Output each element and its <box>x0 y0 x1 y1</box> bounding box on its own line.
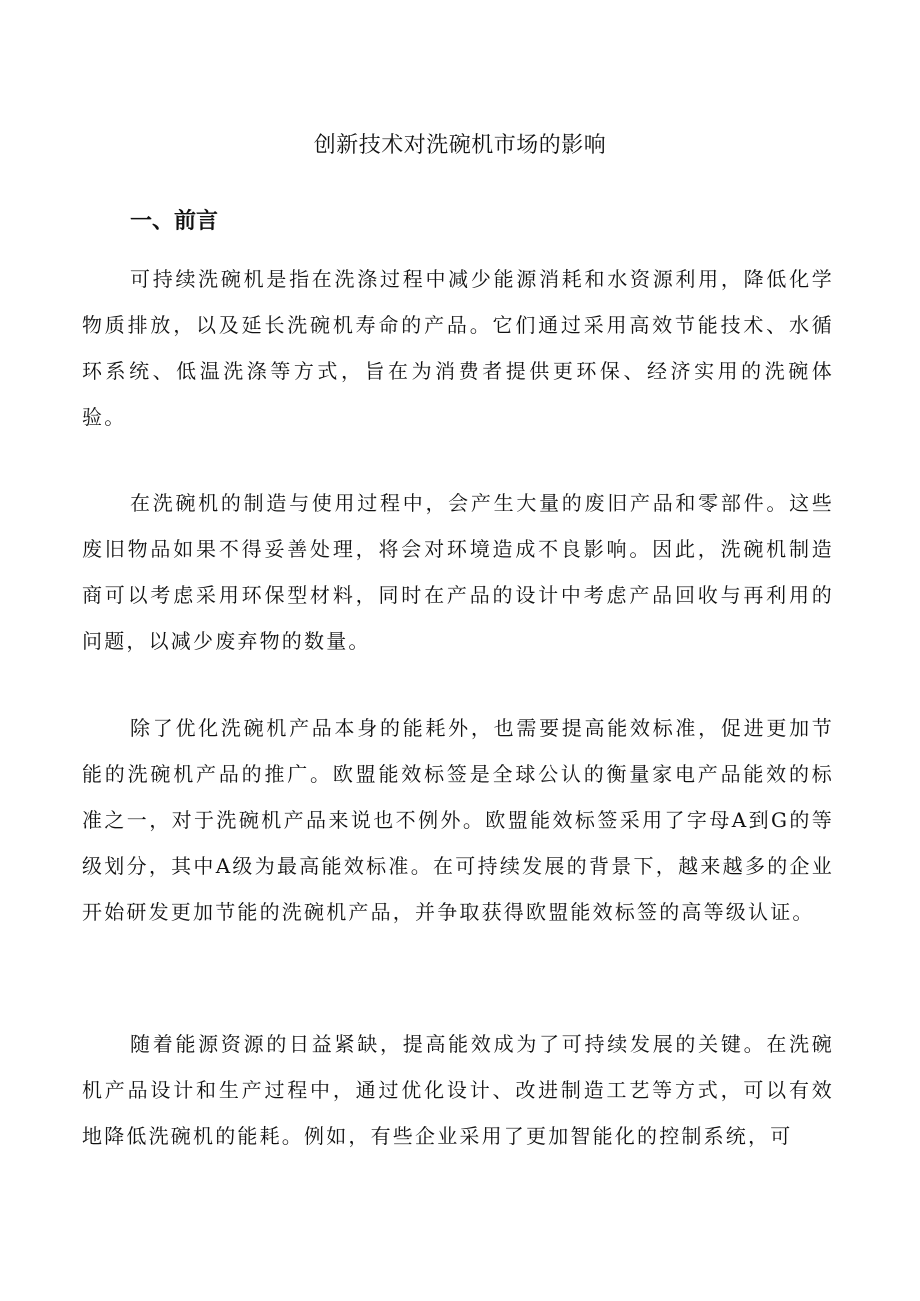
document-title: 创新技术对洗碗机市场的影响 <box>313 133 607 158</box>
paragraph: 在洗碗机的制造与使用过程中，会产生大量的废旧产品和零部件。这些废旧物品如果不得妥善处理，将会对环境造成不良影响。因此，洗碗机制造商可以考虑采用环保型材料，同时在产品的设计中考虑产品回收与再利用的问题，以减少废弃物的数量。 <box>82 491 834 653</box>
section-heading: 一、前言 <box>130 209 219 234</box>
paragraph: 可持续洗碗机是指在洗涤过程中减少能源消耗和水资源利用，降低化学物质排放，以及延长洗碗机寿命的产品。它们通过采用高效节能技术、水循环系统、低温洗涤等方式，旨在为消费者提供更环保、经济实用的洗碗体验。 <box>82 267 834 429</box>
paragraph: 随着能源资源的日益紧缺，提高能效成为了可持续发展的关键。在洗碗机产品设计和生产过程中，通过优化设计、改进制造工艺等方式，可以有效地降低洗碗机的能耗。例如，有些企业采用了更加智能化的控制系统，可 <box>82 1032 834 1148</box>
paragraph: 除了优化洗碗机产品本身的能耗外，也需要提高能效标准，促进更加节能的洗碗机产品的推广。欧盟能效标签是全球公认的衡量家电产品能效的标准之一，对于洗碗机产品来说也不例外。欧盟能效标签采用了字母A到G的等级划分，其中A级为最高能效标准。在可持续发展的背景下，越来越多的企业开始研发更加节能的洗碗机产品，并争取获得欧盟能效标签的高等级认证。 <box>82 716 834 924</box>
